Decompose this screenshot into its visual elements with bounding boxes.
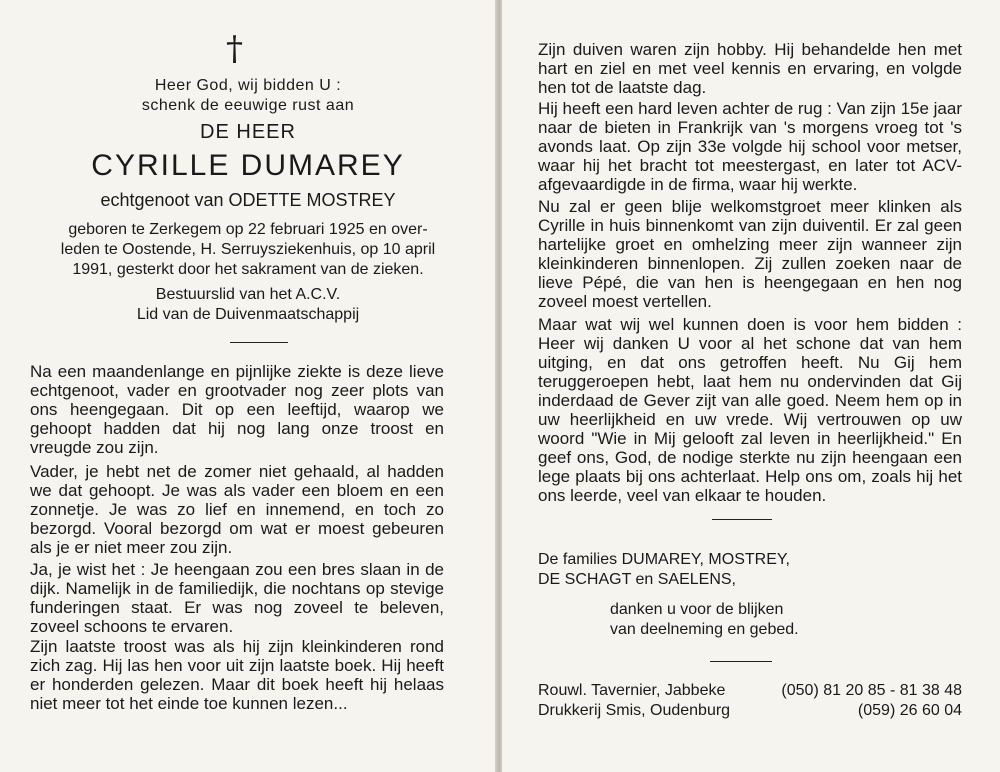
thanks-line-2: van deelneming en gebed. [610,621,799,638]
right-page [502,0,1000,772]
families-line-1: De families DUMAREY, MOSTREY, [538,551,790,568]
role-1: Bestuurslid van het A.C.V. [155,286,341,303]
honorific-title: DE HEER [200,121,296,143]
prayer-line-1: Heer God, wij bidden U : [154,77,342,94]
deceased-name: CYRILLE DUMAREY [91,149,405,182]
paragraph-2: Vader, je hebt net de zomer niet gehaald, al hadden we dat gehoopt. Je was als vader een bloem en een zonnetje. Je was zo lief en innemend, en toch zo bezorgd. Vooral bezorgd om wat er moest gebeuren als je er niet meer zou zijn. [30,462,444,557]
paragraph-1: Na een maandenlange en pijnlijke ziekte is deze lieve echtgenoot, vader en grootvader nog zeer plots van ons heengegaan. Dit op een leeftijd, waarop we gehoopt hadden dat hij nog lang onze troost en vreugde zou zijn. [30,362,444,457]
families [538,550,790,590]
paragraph-4: Maar wat wij wel kunnen doen is voor hem bidden : Heer wij danken U voor al het schone dat van hem uitging, en dat ons getroffen heeft. Nu Gij hem teruggeroepen hebt, laat hem nu ondervinden dat Gij inderdaad de Gever zijt van alle goed. Neem hem op in uw heerlijkheid en uw vrede. Wij vertrouwen op uw woord "Wie in Mij gelooft zal leven in heerlijkheid." En geef ons, God, de nodige sterkte nu zijn heengaan een lege plaats bij ons achterlaat. Help ons om, zoals hij het ons leerde, veel van elkaar te houden. [538,315,962,505]
left-page [0,0,496,772]
credit-2-phone: (059) 26 60 04 [857,702,962,719]
credit-row-1 [538,681,962,701]
paragraph-3: Nu zal er geen blije welkomstgroet meer klinken als Cyrille in huis binnenkomt van zijn duiventil. Er zal geen hartelijke groet en omhelzing meer zijn wanneer zijn kleinkinderen binnenlopen. Zij zullen zoeken naar de lieve Pépé, die van hen is heengegaan en hen nog zoveel moest vertellen. [538,197,962,311]
credits [538,681,962,721]
prayer-line-2: schenk de eeuwige rust aan [141,97,355,114]
paragraph-4: Zijn laatste troost was als hij zijn kleinkinderen rond zich zag. Hij las hen voor uit zijn laatste boek. Hij heeft er honderden gelezen. Maar dit boek heeft hij helaas niet meer tot het einde toe kunnen lezen... [30,637,444,713]
birth-line-1: geboren te Zerkegem op 22 februari 1925 en over- [68,221,428,238]
credit-row-2 [538,701,962,721]
birth-death-info [0,220,496,280]
birth-line-2: leden te Oostende, H. Serruysziekenhuis, op 10 april [60,241,436,258]
credit-1-phone: (050) 81 20 85 - 81 38 48 [781,682,962,699]
divider [712,519,772,520]
divider [230,342,288,343]
paragraph-3: Ja, je wist het : Je heengaan zou een bres slaan in de dijk. Namelijk in de familiedijk, die nochtans op stevige funderingen staat. Er was nog zoveel te beleven, zoveel schoons te ervaren. [30,560,444,636]
prayer [0,76,496,116]
credit-1-name: Rouwl. Tavernier, Jabbeke [538,682,726,699]
birth-line-3: 1991, gesterkt door het sakrament van de zieken. [72,261,424,278]
role-2: Lid van de Duivenmaatschappij [136,306,360,323]
cross-icon: † [226,29,243,69]
families-line-2: DE SCHAGT en SAELENS, [538,571,736,588]
thanks-line-1: danken u voor de blijken [610,601,784,618]
credit-2-name: Drukkerij Smis, Oudenburg [538,702,731,719]
roles [0,285,496,325]
thanks [610,600,799,640]
divider-2 [710,661,772,662]
spouse-line: echtgenoot van ODETTE MOSTREY [100,190,396,210]
paragraph-1: Zijn duiven waren zijn hobby. Hij behandelde hen met hart en ziel en met veel kennis en ervaring, en volgde hen tot de laatste dag. [538,40,962,97]
paragraph-2: Hij heeft een hard leven achter de rug : Van zijn 15e jaar naar de bieten in Frankrijk van 's morgens vroeg tot 's avonds laat. Op zijn 33e volgde hij school voor metser, waar hij het bracht tot meestergast, en later tot ACV-afgevaardigde in de firma, waar hij werkte. [538,99,963,194]
